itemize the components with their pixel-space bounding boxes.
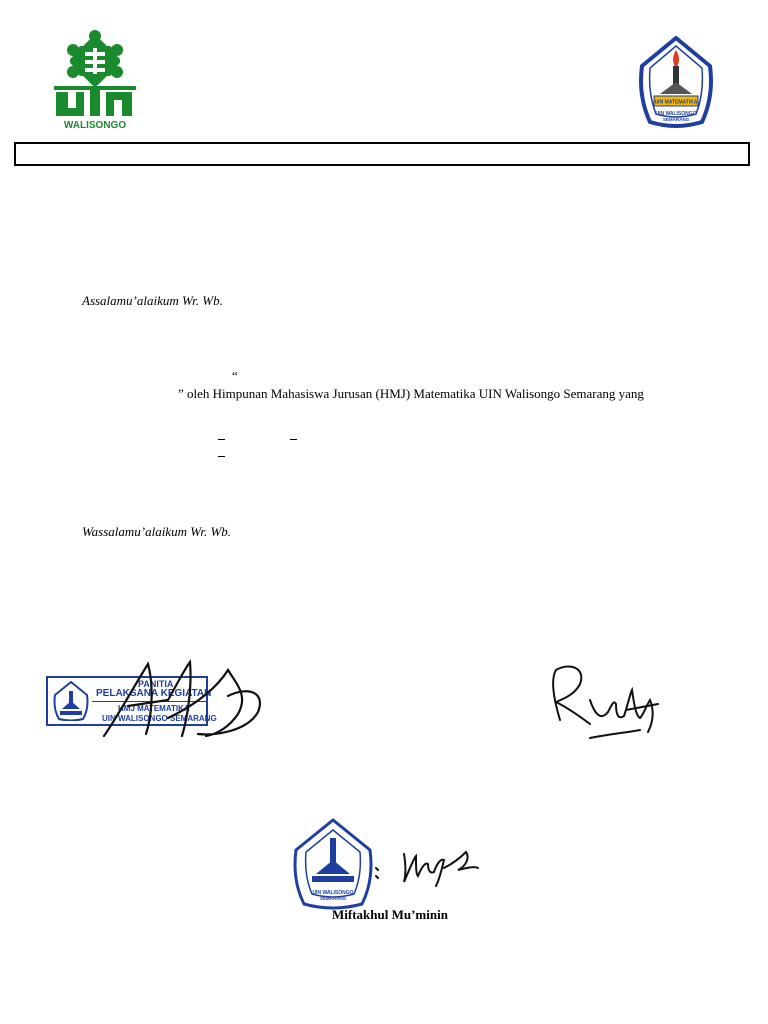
bottom-stamp-emblem-icon [290,818,376,910]
hmj-logo-label-line2: SEMARANG [662,117,690,122]
bottom-stamp-label-line1: UIN WALISONGO [312,890,354,896]
bottom-stamp-label-line2: SEMARANG [319,896,347,901]
closing: Wassalamu’alaikum Wr. Wb. [82,524,232,539]
blank-mark [218,456,225,457]
stamp-line-hmj: HMJ MATEMATIKA [118,704,190,713]
uin-walisongo-logo-icon [52,28,138,120]
stamp-line-uin: UIN WALISONGO SEMARANG [102,714,217,723]
signer-signature-icon [370,838,482,888]
letterhead-box [14,142,750,166]
hmj-ribbon-label: UIN MATEMATIKA [654,99,698,106]
stamp-line-pelaksana: PELAKSANA KEGIATAN [96,688,212,699]
committee-signature-icon [98,656,274,742]
bottom-stamp [290,818,376,910]
blank-mark [290,439,297,440]
stamp-emblem-icon [52,681,90,721]
blank-mark [218,439,225,440]
greeting: Assalamu’alaikum Wr. Wb. [82,293,223,308]
walisongo-logo-label: WALISONGO [63,120,127,131]
hmj-matematika-logo [636,36,716,130]
signer-name: Miftakhul Mu’minin [332,907,448,922]
uin-walisongo-logo [52,28,138,134]
opening-quote: “ [232,368,238,383]
stamp-line-panitia: PANITIA [138,679,174,689]
right-signature-icon [530,660,680,746]
hmj-logo-label-line1: UIN WALISONGO [655,111,697,117]
body-text-line: ” oleh Himpunan Mahasiswa Jurusan (HMJ) Matematika UIN Walisongo Semarang yang [178,386,644,401]
hmj-matematika-logo-icon [636,36,716,130]
